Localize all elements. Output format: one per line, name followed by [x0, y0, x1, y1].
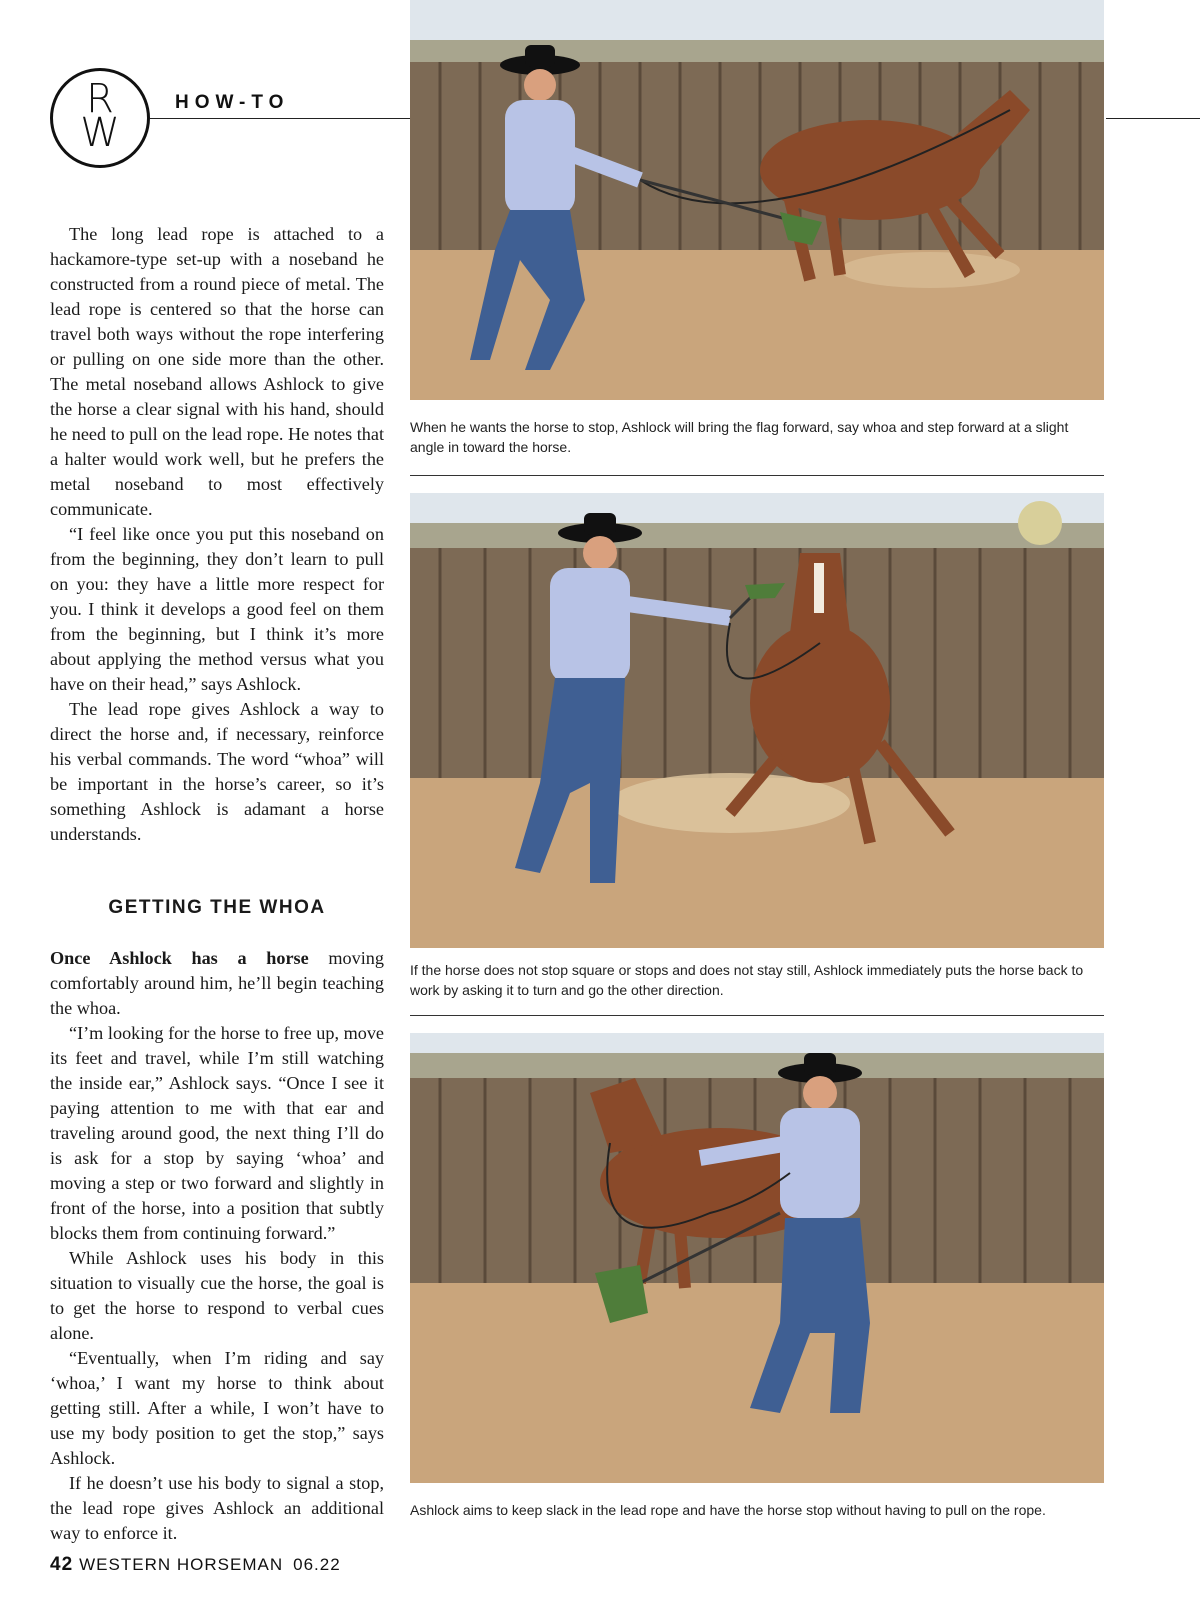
photo-caption: If the horse does not stop square or stops and does not stay still, Ashlock immediately puts the horse back to work by asking it to turn and go the other direction. — [410, 962, 1084, 998]
header-rule-left — [150, 118, 410, 119]
issue-date: 06.22 — [293, 1555, 341, 1574]
lead-in-rest: moving comfortably around him, he’ll begin teaching the whoa. — [50, 948, 384, 1018]
body-paragraph: “Eventually, when I’m riding and say ‘whoa,’ I want my horse to think about getting still. After a while, I won’t have to use my body position to get the stop,” says Ashlock. — [50, 1348, 384, 1468]
page-footer — [50, 1554, 341, 1576]
body-paragraph: “I’m looking for the horse to free up, move its feet and travel, while I’m still watching the inside ear,” Ashlock says. “Once I see it paying attention to me with that ear and traveling around good, the next thing I’ll do is ask for a stop by saying ‘whoa’ and moving a step or two forward and slightly in front of the horse, into a position that subtly blocks them from continuing forward.” — [50, 1023, 384, 1243]
photo-caption: Ashlock aims to keep slack in the lead rope and have the horse stop without having to pull on the rope. — [410, 1502, 1046, 1518]
caption-rule — [410, 475, 1104, 476]
body-paragraph: While Ashlock uses his body in this situation to visually cue the horse, the goal is to get the horse to respond to verbal cues alone. — [50, 1248, 384, 1343]
body-paragraph: The long lead rope is attached to a hackamore-type set-up with a noseband he constructed from a round piece of metal. The lead rope is centered so that the horse can travel both ways without the rope interfering or pulling on one side more than the other. The metal noseband allows Ashlock to give the horse a clear signal with his hand, should he need to pull on the lead rope. He notes that a halter would work well, but he prefers the metal noseband to most effectively communicate. — [50, 224, 384, 519]
caption-rule — [410, 1015, 1104, 1016]
photo-horse-stopping — [410, 493, 1104, 948]
photo-2-illustration — [410, 493, 1104, 948]
magazine-name: WESTERN HORSEMAN — [79, 1555, 284, 1574]
lead-in: Once Ashlock has a horse — [50, 948, 309, 968]
body-paragraph: “I feel like once you put this noseband on from the beginning, they don’t learn to pull on you: they have a little more respect for you. I think it develops a good feel on them from the beginning, but I think it’s more about applying the method versus what you have on their head,” says Ashlock. — [50, 524, 384, 694]
body-paragraph-first — [50, 946, 384, 1021]
body-paragraph: The lead rope gives Ashlock a way to direct the horse and, if necessary, reinforce his verbal commands. The word “whoa” will be important in the horse’s career, so it’s something Ashlock is adamant a horse understands. — [50, 699, 384, 844]
body-paragraph: If he doesn’t use his body to signal a stop, the lead rope gives Ashlock an additional way to enforce it. — [50, 1473, 384, 1543]
body-column-top — [50, 222, 384, 847]
subhead: GETTING THE WHOA — [108, 897, 326, 918]
logo-letter-r: R — [86, 76, 114, 122]
logo-letter-w: W — [80, 110, 120, 156]
photo-1-illustration — [410, 0, 1104, 400]
header-rule-right — [1106, 118, 1200, 119]
photo-slack-lead-rope — [410, 1033, 1104, 1483]
rw-logo — [50, 68, 150, 168]
section-tag: HOW-TO — [175, 92, 290, 113]
photo-3-illustration — [410, 1033, 1104, 1483]
photo-trainer-flag-forward — [410, 0, 1104, 400]
body-column-bottom — [50, 946, 384, 1546]
photo-caption: When he wants the horse to stop, Ashlock will bring the flag forward, say whoa and step forward at a slight angle in toward the horse. — [410, 419, 1069, 455]
page-number: 42 — [50, 1554, 74, 1575]
